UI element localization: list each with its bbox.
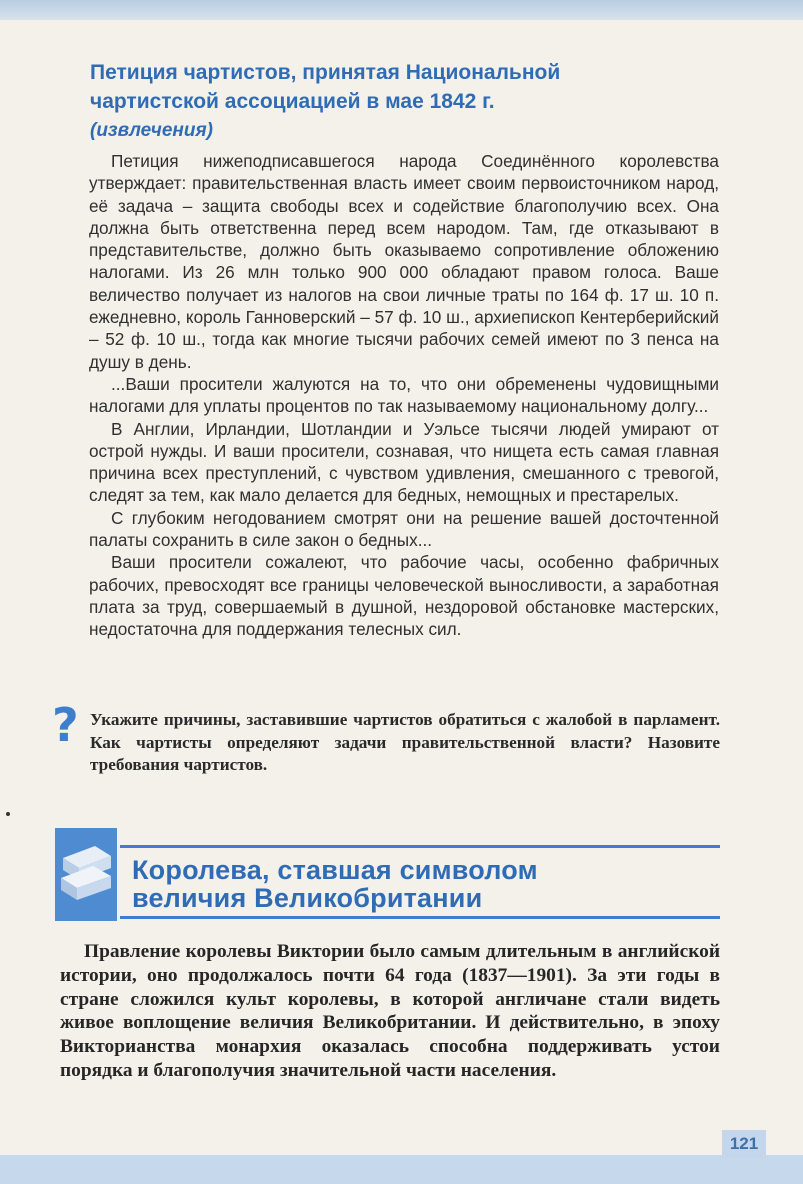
document-title-line1: Петиция чартистов, принятая Национальной bbox=[90, 61, 561, 84]
section-rule-bottom bbox=[120, 916, 720, 919]
section-title bbox=[132, 856, 692, 912]
question-mark-icon: ? bbox=[52, 698, 79, 752]
document-heading bbox=[90, 58, 710, 145]
section-body bbox=[60, 940, 720, 1083]
bottom-edge-band bbox=[0, 1155, 803, 1184]
document-text bbox=[89, 150, 719, 641]
section-title-line2: величия Великобритании bbox=[132, 883, 483, 913]
document-paragraph: Ваши просители сожалеют, что рабочие часы, особенно фабричных рабочих, превосходят все границы человеческой выносливости, а заработная плата за труд, совершаемый в душной, нездоровой обстановке мастерских, недостаточна для поддержания телесных сил. bbox=[89, 552, 719, 640]
document-paragraph: Петиция нижеподписавшегося народа Соединённого королевства утверждает: правительственная власть имеет своим первоисточником народ, её задача – защита свободы всех и содействие благополучию всех. Она должна быть ответственна перед всем народом. Там, где отказывают в представительстве, должно быть оказываемо сопротивление обложению налогами. Из 26 млн только 900 000 обладают правом голоса. Ваше величество получает из налогов на свои личные траты по 164 ф. 17 ш. 10 п. ежедневно, король Ганноверский – 57 ф. 10 ш., архиепископ Кентерберийский – 52 ф. 10 ш., тогда как многие тысячи рабочих семей имеют по 3 пенса на душу в день. bbox=[89, 151, 719, 372]
section-title-line1: Королева, ставшая символом bbox=[132, 855, 538, 885]
document-subtitle: (извлечения) bbox=[90, 120, 214, 141]
books-icon bbox=[55, 828, 117, 921]
page-number: 121 bbox=[722, 1130, 766, 1158]
section-paragraph: Правление королевы Виктории было самым длительным в английской истории, оно продолжалось почти 64 года (1837—1901). За эти годы в стране сложился культ королевы, в которой англичане стали видеть живое воплощение величия Великобритании. И действительно, в эпоху Викторианства монархия оказалась способна поддерживать устои порядка и благополучия значительной части населения. bbox=[60, 941, 720, 1081]
section-rule-top bbox=[120, 845, 720, 848]
document-paragraph: В Англии, Ирландии, Шотландии и Уэльсе тысячи людей умирают от острой нужды. И ваши просители, сознавая, что нищета есть самая главная причина всех преступлений, с чувством удивления, смешанного с тревогой, следят за тем, как мало делается для бедных, немощных и престарелых. bbox=[89, 418, 719, 506]
margin-dot bbox=[6, 812, 10, 816]
document-paragraph: С глубоким негодованием смотрят они на решение вашей досточтенной палаты сохранить в силе закон о бедных... bbox=[89, 507, 719, 551]
question-text: Укажите причины, заставившие чартистов обратиться с жалобой в парламент. Как чартисты определяют задачи правительственной власти? Назовите требования чартистов. bbox=[90, 710, 720, 774]
document-title-line2: чартистской ассоциацией в мае 1842 г. bbox=[90, 90, 495, 113]
document-paragraph: ...Ваши просители жалуются на то, что они обременены чудовищными налогами для уплаты процентов по так называемому национальному долгу... bbox=[89, 373, 719, 417]
top-edge-band bbox=[0, 0, 803, 20]
